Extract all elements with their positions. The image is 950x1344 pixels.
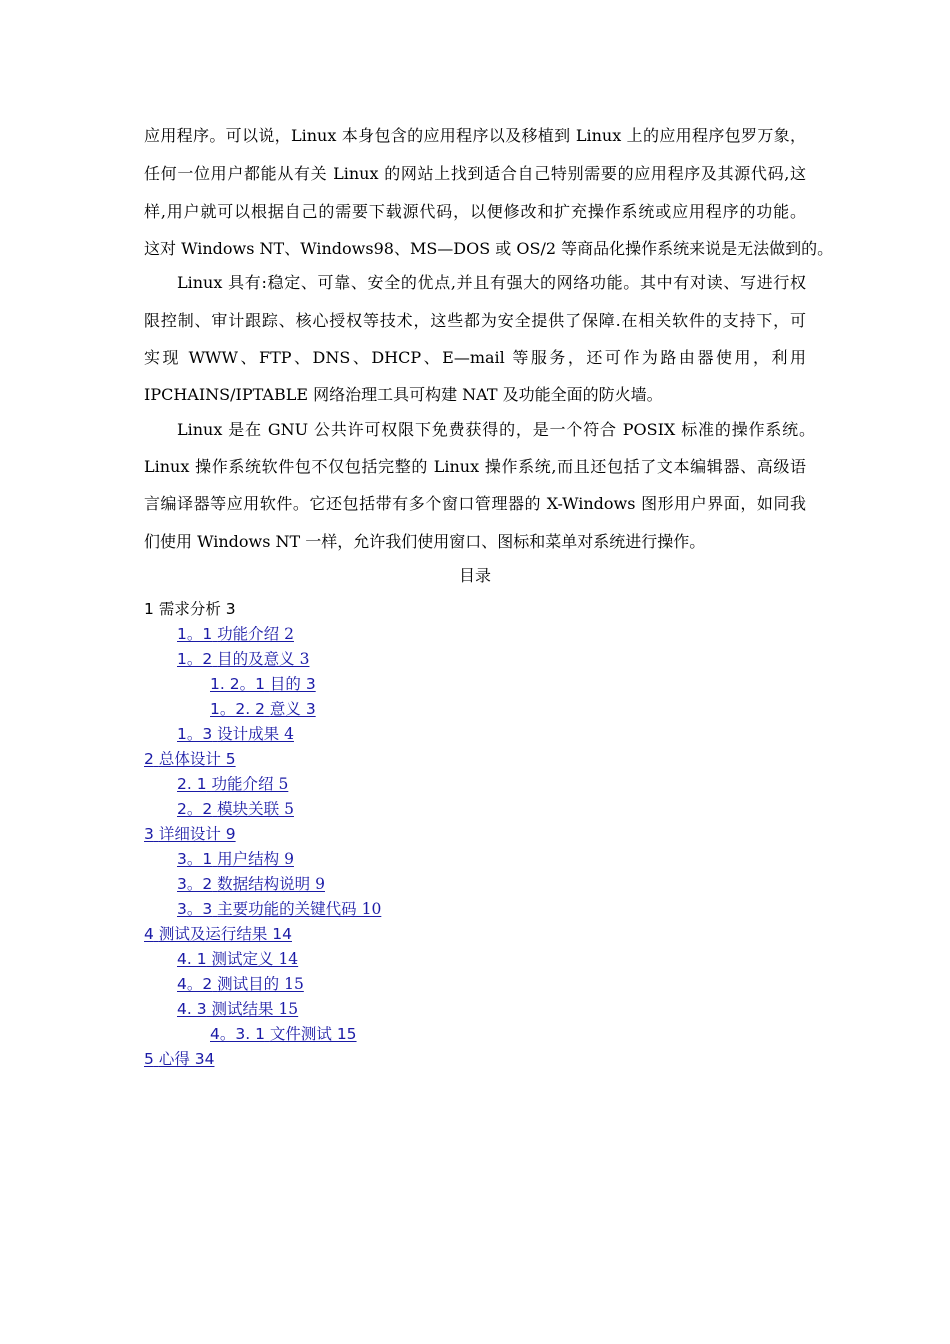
toc-entry-number: 1. 2。1 [210,675,265,693]
paragraph-line: 限控制、审计跟踪、核心授权等技术，这些都为安全提供了保障.在相关软件的支持下，可 [144,311,806,330]
toc-entry-number: 5 [144,1050,154,1068]
toc-entry-number: 3 [144,825,154,843]
toc-entry-number: 2。2 [177,800,213,818]
toc-entry-text: 目的 3 [269,675,316,693]
toc-entry[interactable] [144,924,292,944]
paragraph-line: 任何一位用户都能从有关 Linux 的网站上找到适合自己特别需要的应用程序及其源代码,这 [144,164,806,183]
toc-entry-number: 4。2 [177,975,213,993]
toc-entry-text: 设计成果 4 [217,725,294,743]
toc-entry[interactable] [144,1049,214,1069]
toc-entry[interactable] [144,599,236,619]
toc-entry-number: 1。3 [177,725,213,743]
toc-entry-number: 3。2 [177,875,213,893]
toc-entry-text: 用户结构 9 [217,850,294,868]
toc-entry-number: 4 [144,925,154,943]
toc-entry-number: 4。3. 1 [210,1025,265,1043]
toc-entry-number: 1。1 [177,625,213,643]
toc-entry-text: 数据结构说明 9 [217,875,325,893]
paragraph-line: 这对 Windows NT、Windows98、MS—DOS 或 OS/2 等商品化操作系统来说是无法做到的。 [144,239,834,258]
toc-entry[interactable] [177,799,294,819]
paragraph-line: 们使用 Windows NT 一样，允许我们使用窗口、图标和菜单对系统进行操作。 [144,532,706,551]
paragraph-line: 应用程序。可以说，Linux 本身包含的应用程序以及移植到 Linux 上的应用程序包罗万象， [144,126,806,145]
toc-entry[interactable] [177,849,294,869]
toc-entry[interactable] [210,699,316,719]
toc-entry-number: 2. 1 [177,775,207,793]
toc-entry-number: 4. 1 [177,950,207,968]
toc-entry-text: 主要功能的关键代码 10 [217,900,382,918]
toc-entry-number: 3。3 [177,900,213,918]
toc-entry-number: 2 [144,750,154,768]
toc-entry-number: 1 [144,600,154,618]
toc-entry-text: 需求分析 3 [158,600,236,618]
toc-entry[interactable] [177,624,294,644]
toc-entry[interactable] [177,899,381,919]
paragraph-line: Linux 是在 GNU 公共许可权限下免费获得的，是一个符合 POSIX 标准的操作系统。 [177,420,815,439]
toc-entry-text: 测试及运行结果 14 [158,925,292,943]
toc-entry[interactable] [177,999,298,1019]
toc-entry-text: 功能介绍 2 [217,625,294,643]
toc-entry-text: 详细设计 9 [158,825,236,843]
toc-entry-text: 测试目的 15 [217,975,304,993]
toc-entry[interactable] [177,974,304,994]
toc-entry[interactable] [210,674,316,694]
paragraph-line: IPCHAINS/IPTABLE 网络治理工具可构建 NAT 及功能全面的防火墙。 [144,385,663,404]
paragraph-line: 言编译器等应用软件。它还包括带有多个窗口管理器的 X-Windows 图形用户界面，如同我 [144,494,806,513]
toc-entry[interactable] [177,724,294,744]
toc-entry-text: 测试结果 15 [211,1000,299,1018]
toc-entry-number: 3。1 [177,850,213,868]
toc-entry[interactable] [177,874,325,894]
paragraph-line: 实现 WWW、FTP、DNS、DHCP、E—mail 等服务，还可作为路由器使用，利用 [144,348,806,367]
toc-entry-text: 测试定义 14 [211,950,299,968]
toc-entry-text: 模块关联 5 [217,800,294,818]
toc-title: 目录 [458,566,491,585]
toc-entry-text: 总体设计 5 [158,750,236,768]
toc-entry-number: 1。2. 2 [210,700,265,718]
toc-entry-text: 目的及意义 3 [217,650,310,668]
paragraph-line: Linux 操作系统软件包不仅包括完整的 Linux 操作系统,而且还包括了文本编辑器、高级语 [144,457,806,476]
toc-entry-text: 心得 34 [158,1050,215,1068]
toc-entry-text: 意义 3 [269,700,316,718]
toc-entry[interactable] [177,649,309,669]
toc-entry[interactable] [144,824,236,844]
toc-entry[interactable] [177,949,298,969]
toc-entry-text: 功能介绍 5 [211,775,289,793]
toc-entry-number: 4. 3 [177,1000,207,1018]
toc-entry[interactable] [177,774,288,794]
toc-entry[interactable] [210,1024,357,1044]
paragraph-line: 样,用户就可以根据自己的需要下载源代码，以便修改和扩充操作系统或应用程序的功能。 [144,202,806,221]
toc-entry-text: 文件测试 15 [269,1025,357,1043]
paragraph-line: Linux 具有:稳定、可靠、安全的优点,并且有强大的网络功能。其中有对读、写进行权 [177,273,806,292]
toc-entry[interactable] [144,749,236,769]
toc-entry-number: 1。2 [177,650,213,668]
